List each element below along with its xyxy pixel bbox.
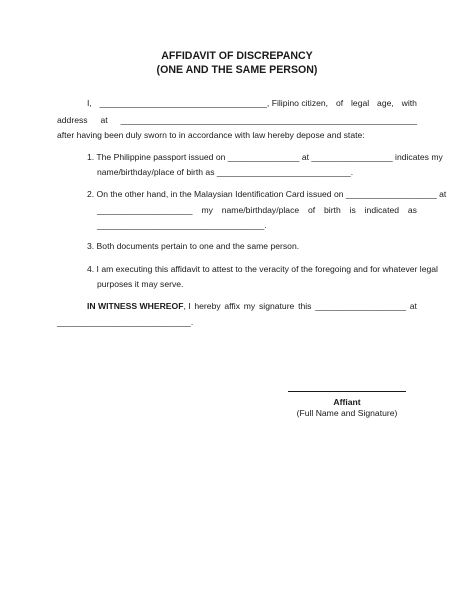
item-2-line-2 xyxy=(97,205,417,216)
intro-text: legal xyxy=(351,98,370,108)
witness-text: signature xyxy=(258,301,295,311)
witness-text: hereby xyxy=(194,301,221,311)
witness-text: , I xyxy=(183,301,191,311)
intro-line-2 xyxy=(57,115,417,126)
witness-text: my xyxy=(243,301,256,311)
intro-text: with xyxy=(401,98,417,108)
item-2-text: of xyxy=(307,205,316,215)
name-blank: ___________________________________, Filipino citizen, xyxy=(99,98,329,108)
item-2-text: name/birthday/place xyxy=(221,205,300,215)
witness-text: at xyxy=(409,301,417,311)
intro-text: address xyxy=(57,115,88,125)
item-3-line: 3. Both documents pertain to one and the same person. xyxy=(87,241,300,251)
item-2-text: birth xyxy=(324,205,341,215)
item-2-line-3: ___________________________________. xyxy=(97,220,267,230)
document-title: AFFIDAVIT OF DISCREPANCY xyxy=(161,50,313,62)
date-blank: ___________________ xyxy=(315,301,407,311)
affiant-sublabel: (Full Name and Signature) xyxy=(296,408,398,418)
witness-text: affix xyxy=(224,301,241,311)
signature-line xyxy=(288,391,406,392)
item-1-line-2: name/birthday/place of birth as ____________________________. xyxy=(97,167,354,177)
witness-heading: IN WITNESS WHEREOF xyxy=(87,301,184,311)
intro-text: at xyxy=(100,115,108,125)
intro-text: of xyxy=(335,98,344,108)
witness-line-2: ____________________________. xyxy=(57,317,194,327)
item-2-text: as xyxy=(407,205,417,215)
item-4-line-2: purposes it may serve. xyxy=(97,279,184,289)
item-2-text: indicated xyxy=(364,205,400,215)
intro-text: age, xyxy=(377,98,394,108)
intro-line-1 xyxy=(87,98,417,109)
item-2-text: my xyxy=(201,205,213,215)
affiant-label: Affiant xyxy=(333,397,361,407)
item-2-line-1: 2. On the other hand, in the Malaysian Identification Card issued on ___________________ at xyxy=(87,189,447,199)
witness-text: this xyxy=(298,301,312,311)
item-2-text: is xyxy=(349,205,356,215)
intro-line-3: after having been duly sworn to in accordance with law hereby depose and state: xyxy=(57,130,365,140)
intro-text: I, xyxy=(87,98,92,108)
place-blank: ____________________ xyxy=(97,205,193,215)
witness-line-1 xyxy=(87,301,417,312)
document-subtitle: (ONE AND THE SAME PERSON) xyxy=(156,64,318,76)
item-4-line-1: 4. I am executing this affidavit to attest to the veracity of the foregoing and for whatever legal xyxy=(87,264,438,274)
address-blank: ______________________________________________________________ xyxy=(120,115,417,125)
item-1-line-1: 1. The Philippine passport issued on _______________ at _________________ indicates my xyxy=(87,152,443,162)
